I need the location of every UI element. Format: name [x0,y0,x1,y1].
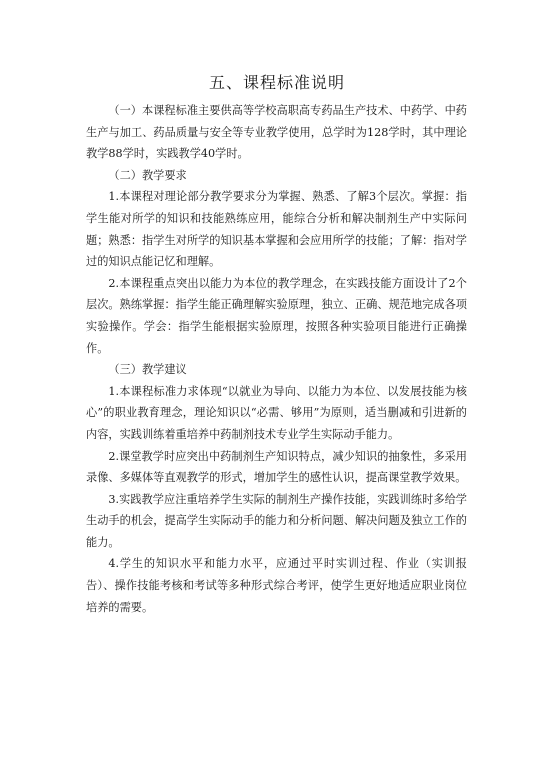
requirements-paragraph-1: 1.本课程对理论部分教学要求分为掌握、熟悉、了解3个层次。掌握：指学生能对所学的知识和技能熟练应用，能综合分析和解决制剂生产中实际问题；熟悉：指学生对所学的知识基本掌握和会应用所学的技能；了解：指对学过的知识点能记忆和理解。 [86,190,467,269]
suggestions-paragraph-3: 3.实践教学应注重培养学生实际的制剂生产操作技能，实践训练时多给学生动手的机会，提高学生实际动手的能力和分析问题、解决问题及独立工作的能力。 [86,492,467,549]
suggestions-paragraph-1: 1.本课程标准力求体现“以就业为导向、以能力为本位、以发展技能为核心”的职业教育理念，理论知识以“必需、够用”为原则，适当删减和引进新的内容，实践训练着重培养中药制剂技术专业学生实际动手能力。 [86,384,467,441]
intro-paragraph: （一）本课程标准主要供高等学校高职高专药品生产技术、中药学、中药生产与加工、药品质量与安全等专业教学使用，总学时为128学时，其中理论教学88学时，实践教学40学时。 [86,104,467,161]
document-body [86,100,467,618]
suggestions-paragraph-2: 2.课堂教学时应突出中药制剂生产知识特点，减少知识的抽象性，多采用录像、多媒体等直观教学的形式，增加学生的感性认识，提高课堂教学效果。 [86,449,467,485]
page-title: 五、课程标准说明 [208,73,345,92]
requirements-paragraph-2: 2.本课程重点突出以能力为本位的教学理念，在实践技能方面设计了2个层次。熟练掌握：指学生能正确理解实验原理，独立、正确、规范地完成各项实验操作。学会：指学生能根据实验原理，按照各种实验项目能进行正确操作。 [86,276,467,355]
section-heading-suggestions: （三）教学建议 [108,363,187,377]
suggestions-paragraph-4: 4.学生的知识水平和能力水平，应通过平时实训过程、作业（实训报告）、操作技能考核和考试等多种形式综合考评，使学生更好地适应职业岗位培养的需要。 [86,557,467,614]
section-heading-requirements: （二）教学要求 [108,168,187,182]
